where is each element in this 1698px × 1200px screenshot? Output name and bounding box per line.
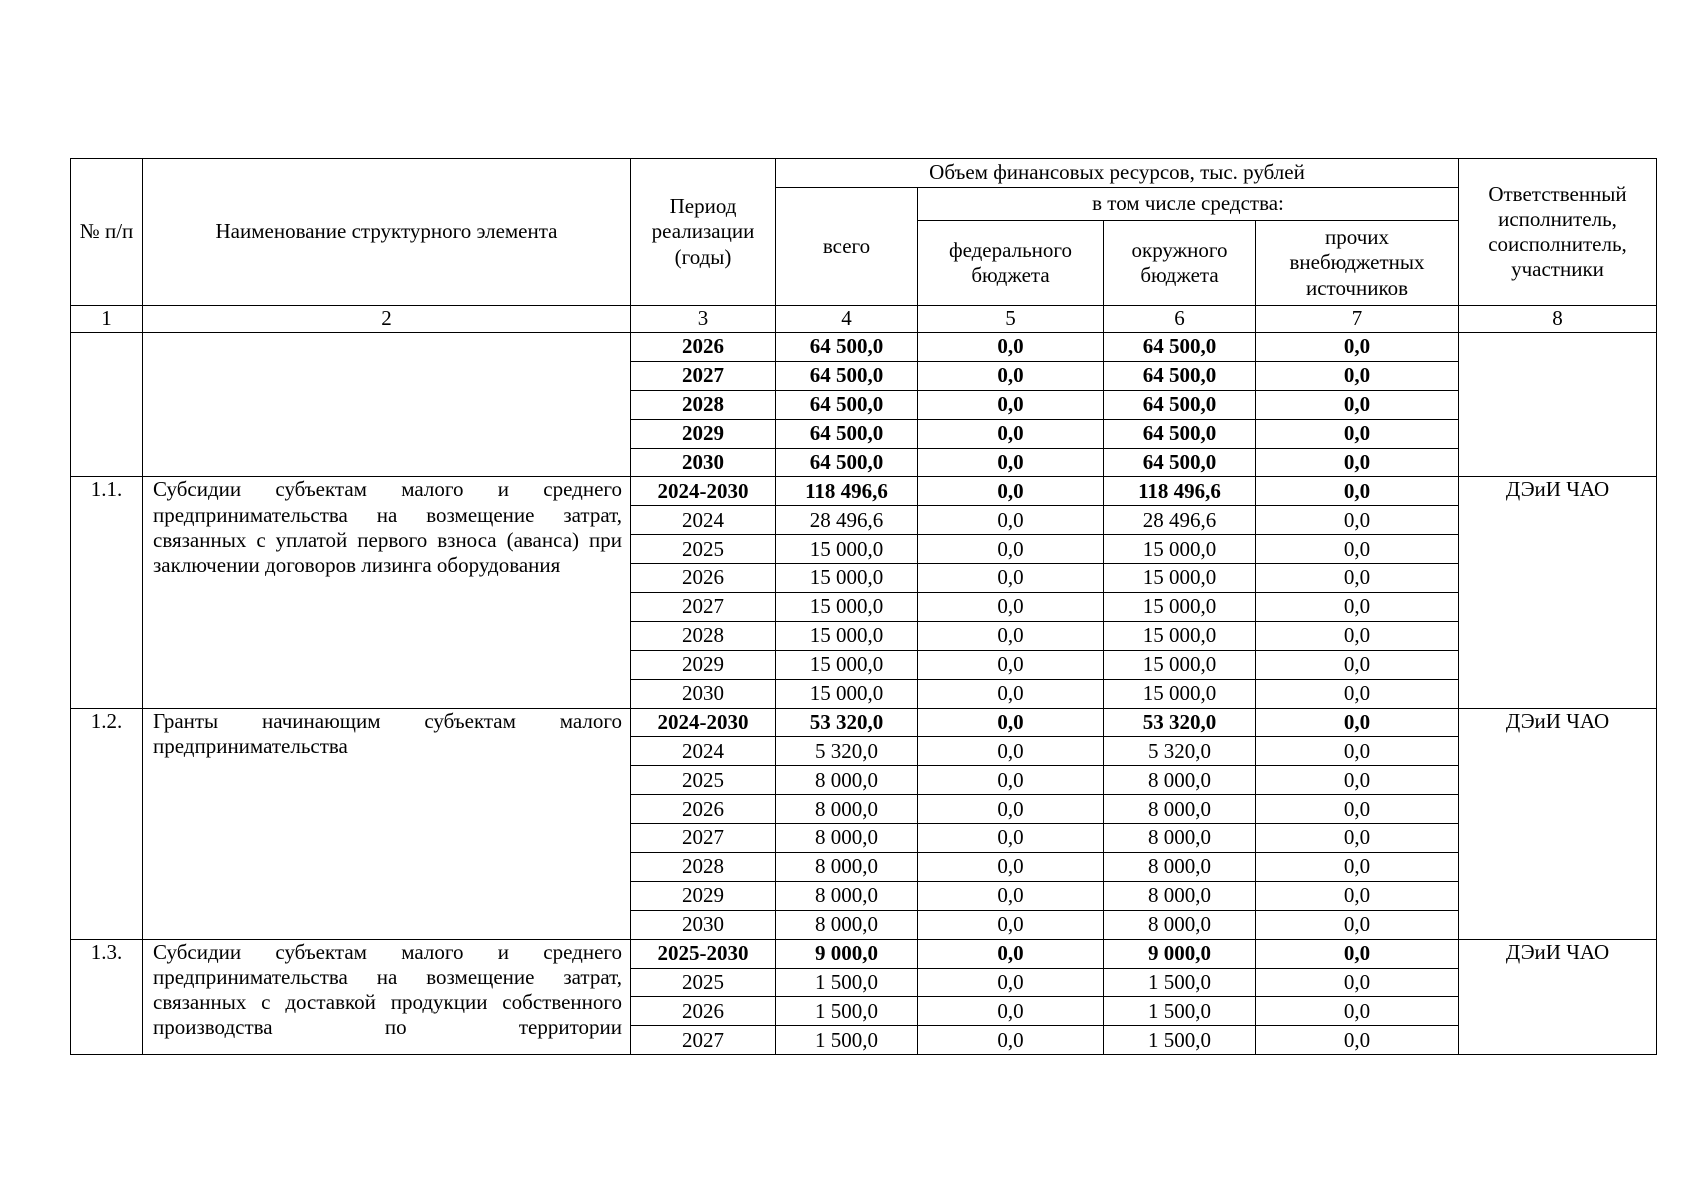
header-district: окружного бюджета — [1104, 221, 1256, 306]
other-cell: 0,0 — [1256, 448, 1459, 477]
district-cell: 64 500,0 — [1104, 333, 1256, 362]
total-cell: 15 000,0 — [776, 564, 918, 593]
federal-cell: 0,0 — [918, 333, 1104, 362]
total-cell: 1 500,0 — [776, 1026, 918, 1055]
district-cell: 5 320,0 — [1104, 737, 1256, 766]
federal-cell: 0,0 — [918, 881, 1104, 910]
year-cell: 2029 — [631, 650, 776, 679]
year-cell: 2024 — [631, 737, 776, 766]
other-cell: 0,0 — [1256, 824, 1459, 853]
item-responsible: ДЭиИ ЧАО — [1459, 477, 1657, 708]
year-cell: 2026 — [631, 333, 776, 362]
item-number: 1.1. — [71, 477, 143, 708]
year-cell: 2030 — [631, 679, 776, 708]
district-cell: 15 000,0 — [1104, 621, 1256, 650]
federal-cell: 0,0 — [918, 535, 1104, 564]
item-number: 1.3. — [71, 939, 143, 1055]
year-cell: 2025 — [631, 535, 776, 564]
other-cell: 0,0 — [1256, 564, 1459, 593]
column-number: 8 — [1459, 306, 1657, 333]
table-body — [71, 333, 1657, 1055]
other-cell: 0,0 — [1256, 795, 1459, 824]
year-cell: 2024 — [631, 506, 776, 535]
federal-cell: 0,0 — [918, 448, 1104, 477]
year-cell: 2025 — [631, 968, 776, 997]
total-cell: 15 000,0 — [776, 650, 918, 679]
district-cell: 8 000,0 — [1104, 766, 1256, 795]
year-cell: 2025-2030 — [631, 939, 776, 968]
total-cell: 8 000,0 — [776, 853, 918, 882]
other-cell: 0,0 — [1256, 1026, 1459, 1055]
year-cell: 2027 — [631, 361, 776, 390]
header-finance: Объем финансовых ресурсов, тыс. рублей — [776, 159, 1459, 188]
header-period: Период реализации (годы) — [631, 159, 776, 306]
other-cell: 0,0 — [1256, 390, 1459, 419]
year-cell: 2025 — [631, 766, 776, 795]
district-cell: 8 000,0 — [1104, 853, 1256, 882]
year-cell: 2028 — [631, 621, 776, 650]
year-cell: 2029 — [631, 419, 776, 448]
header-other: прочих внебюджетных источников — [1256, 221, 1459, 306]
federal-cell: 0,0 — [918, 621, 1104, 650]
other-cell: 0,0 — [1256, 968, 1459, 997]
column-number: 4 — [776, 306, 918, 333]
district-cell: 8 000,0 — [1104, 881, 1256, 910]
total-cell: 8 000,0 — [776, 824, 918, 853]
other-cell: 0,0 — [1256, 650, 1459, 679]
header-responsible: Ответственный исполнитель, соисполнитель, участники — [1459, 159, 1657, 306]
district-cell: 15 000,0 — [1104, 650, 1256, 679]
year-cell: 2030 — [631, 910, 776, 939]
header-num: № п/п — [71, 159, 143, 306]
other-cell: 0,0 — [1256, 766, 1459, 795]
federal-cell: 0,0 — [918, 564, 1104, 593]
year-cell: 2027 — [631, 1026, 776, 1055]
total-cell: 1 500,0 — [776, 997, 918, 1026]
year-cell: 2028 — [631, 853, 776, 882]
federal-cell: 0,0 — [918, 390, 1104, 419]
other-cell: 0,0 — [1256, 333, 1459, 362]
district-cell: 8 000,0 — [1104, 795, 1256, 824]
blank-name-cell — [143, 333, 631, 477]
table-row — [71, 708, 1657, 737]
district-cell: 15 000,0 — [1104, 535, 1256, 564]
federal-cell: 0,0 — [918, 506, 1104, 535]
table-header — [71, 159, 1657, 333]
column-number: 2 — [143, 306, 631, 333]
item-name: Субсидии субъектам малого и среднего предпринимательства на возмещение затрат, связанных с доставкой продукции собственного производства по территории — [143, 939, 631, 1055]
district-cell: 15 000,0 — [1104, 593, 1256, 622]
total-cell: 64 500,0 — [776, 419, 918, 448]
total-cell: 64 500,0 — [776, 390, 918, 419]
federal-cell: 0,0 — [918, 1026, 1104, 1055]
header-total: всего — [776, 188, 918, 306]
district-cell: 64 500,0 — [1104, 448, 1256, 477]
district-cell: 64 500,0 — [1104, 361, 1256, 390]
federal-cell: 0,0 — [918, 737, 1104, 766]
federal-cell: 0,0 — [918, 968, 1104, 997]
year-cell: 2024-2030 — [631, 477, 776, 506]
district-cell: 15 000,0 — [1104, 679, 1256, 708]
district-cell: 1 500,0 — [1104, 1026, 1256, 1055]
federal-cell: 0,0 — [918, 361, 1104, 390]
total-cell: 15 000,0 — [776, 679, 918, 708]
total-cell: 53 320,0 — [776, 708, 918, 737]
column-number: 3 — [631, 306, 776, 333]
item-number: 1.2. — [71, 708, 143, 939]
finance-table — [70, 158, 1657, 1055]
header-including: в том числе средства: — [918, 188, 1459, 221]
total-cell: 15 000,0 — [776, 621, 918, 650]
other-cell: 0,0 — [1256, 679, 1459, 708]
column-numbers-row — [71, 306, 1657, 333]
district-cell: 64 500,0 — [1104, 390, 1256, 419]
total-cell: 28 496,6 — [776, 506, 918, 535]
column-number: 7 — [1256, 306, 1459, 333]
blank-responsible-cell — [1459, 333, 1657, 477]
district-cell: 53 320,0 — [1104, 708, 1256, 737]
district-cell: 1 500,0 — [1104, 997, 1256, 1026]
item-name: Гранты начинающим субъектам малого предпринимательства — [143, 708, 631, 939]
district-cell: 64 500,0 — [1104, 419, 1256, 448]
other-cell: 0,0 — [1256, 853, 1459, 882]
year-cell: 2028 — [631, 390, 776, 419]
header-federal: федерального бюджета — [918, 221, 1104, 306]
blank-num-cell — [71, 333, 143, 477]
table-row — [71, 477, 1657, 506]
total-cell: 9 000,0 — [776, 939, 918, 968]
total-cell: 15 000,0 — [776, 593, 918, 622]
total-cell: 64 500,0 — [776, 448, 918, 477]
table-row — [71, 333, 1657, 362]
total-cell: 8 000,0 — [776, 881, 918, 910]
other-cell: 0,0 — [1256, 477, 1459, 506]
year-cell: 2026 — [631, 997, 776, 1026]
total-cell: 8 000,0 — [776, 795, 918, 824]
other-cell: 0,0 — [1256, 419, 1459, 448]
other-cell: 0,0 — [1256, 939, 1459, 968]
other-cell: 0,0 — [1256, 997, 1459, 1026]
other-cell: 0,0 — [1256, 910, 1459, 939]
district-cell: 1 500,0 — [1104, 968, 1256, 997]
other-cell: 0,0 — [1256, 881, 1459, 910]
other-cell: 0,0 — [1256, 361, 1459, 390]
total-cell: 8 000,0 — [776, 910, 918, 939]
column-number: 6 — [1104, 306, 1256, 333]
federal-cell: 0,0 — [918, 795, 1104, 824]
federal-cell: 0,0 — [918, 939, 1104, 968]
federal-cell: 0,0 — [918, 997, 1104, 1026]
federal-cell: 0,0 — [918, 650, 1104, 679]
other-cell: 0,0 — [1256, 506, 1459, 535]
year-cell: 2029 — [631, 881, 776, 910]
item-responsible: ДЭиИ ЧАО — [1459, 708, 1657, 939]
total-cell: 1 500,0 — [776, 968, 918, 997]
federal-cell: 0,0 — [918, 477, 1104, 506]
federal-cell: 0,0 — [918, 679, 1104, 708]
federal-cell: 0,0 — [918, 910, 1104, 939]
other-cell: 0,0 — [1256, 593, 1459, 622]
district-cell: 8 000,0 — [1104, 824, 1256, 853]
total-cell: 118 496,6 — [776, 477, 918, 506]
federal-cell: 0,0 — [918, 593, 1104, 622]
district-cell: 28 496,6 — [1104, 506, 1256, 535]
district-cell: 8 000,0 — [1104, 910, 1256, 939]
total-cell: 64 500,0 — [776, 361, 918, 390]
federal-cell: 0,0 — [918, 766, 1104, 795]
federal-cell: 0,0 — [918, 853, 1104, 882]
total-cell: 8 000,0 — [776, 766, 918, 795]
year-cell: 2030 — [631, 448, 776, 477]
other-cell: 0,0 — [1256, 737, 1459, 766]
total-cell: 64 500,0 — [776, 333, 918, 362]
year-cell: 2027 — [631, 593, 776, 622]
other-cell: 0,0 — [1256, 708, 1459, 737]
year-cell: 2024-2030 — [631, 708, 776, 737]
column-number: 1 — [71, 306, 143, 333]
federal-cell: 0,0 — [918, 419, 1104, 448]
other-cell: 0,0 — [1256, 621, 1459, 650]
federal-cell: 0,0 — [918, 708, 1104, 737]
column-number: 5 — [918, 306, 1104, 333]
table-row — [71, 939, 1657, 968]
year-cell: 2026 — [631, 564, 776, 593]
other-cell: 0,0 — [1256, 535, 1459, 564]
total-cell: 15 000,0 — [776, 535, 918, 564]
district-cell: 9 000,0 — [1104, 939, 1256, 968]
item-responsible: ДЭиИ ЧАО — [1459, 939, 1657, 1055]
district-cell: 118 496,6 — [1104, 477, 1256, 506]
district-cell: 15 000,0 — [1104, 564, 1256, 593]
total-cell: 5 320,0 — [776, 737, 918, 766]
federal-cell: 0,0 — [918, 824, 1104, 853]
year-cell: 2027 — [631, 824, 776, 853]
year-cell: 2026 — [631, 795, 776, 824]
item-name: Субсидии субъектам малого и среднего предпринимательства на возмещение затрат, связанных с уплатой первого взноса (аванса) при заключении договоров лизинга оборудования — [143, 477, 631, 708]
header-name: Наименование структурного элемента — [143, 159, 631, 306]
